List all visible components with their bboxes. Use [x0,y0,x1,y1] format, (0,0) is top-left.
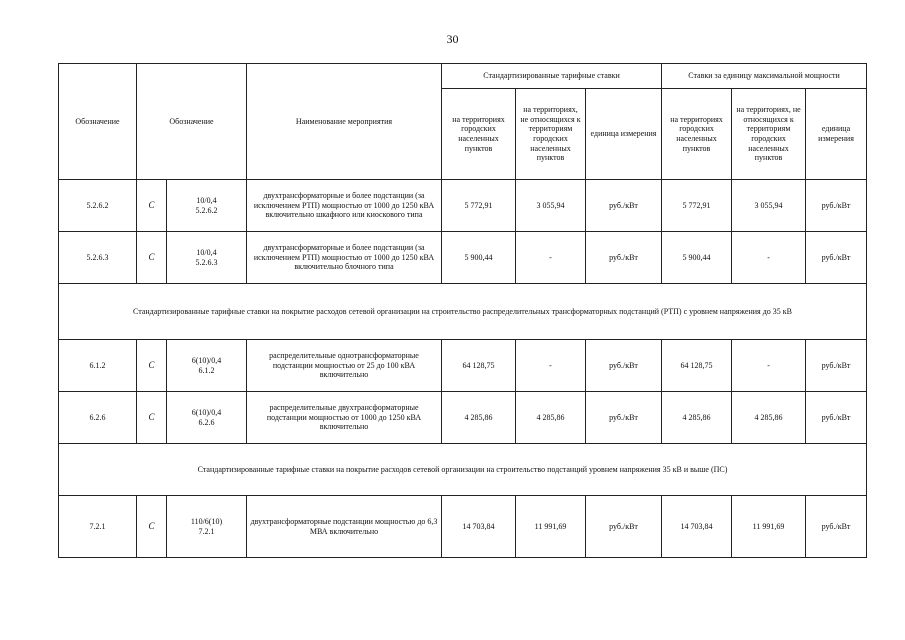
row-symbol: С [137,232,167,284]
header-group-standard-rates: Стандартизированные тарифные ставки [442,64,662,89]
row-value-nonurban: 3 055,94 [516,180,586,232]
row-id: 5.2.6.2 [59,180,137,232]
row-id: 7.2.1 [59,496,137,558]
row-code [167,392,247,444]
page-number: 30 [446,32,459,46]
row-code-voltage: 6(10)/0,4 [191,355,222,365]
header-activity-name: Наименование мероприятия [247,64,442,180]
row-power-nonurban: 11 991,69 [732,496,806,558]
table-row [59,496,867,558]
row-unit: руб./кВт [586,340,662,392]
row-power-urban: 4 285,86 [662,392,732,444]
tariff-table [58,63,867,558]
row-code-number: 5.2.6.3 [195,257,218,267]
row-unit: руб./кВт [586,180,662,232]
row-code-voltage: 10/0,4 [196,247,217,257]
row-value-urban: 5 900,44 [442,232,516,284]
section-row [59,444,867,496]
section-title-ps: Стандартизированные тарифные ставки на покрытие расходов сетевой организации на строительство подстанций уровнем напряжения 35 кВ и выше (ПС) [59,444,867,496]
row-power-nonurban: 4 285,86 [732,392,806,444]
row-code-number: 5.2.6.2 [195,205,218,215]
row-power-unit: руб./кВт [806,496,867,558]
row-power-unit: руб./кВт [806,180,867,232]
table-row [59,232,867,284]
row-name: двухтрансформаторные и более подстанции (за исключением РТП) мощностью от 1000 до 1250 кВА включительно шкафного или киоскового типа [247,180,442,232]
row-id: 6.2.6 [59,392,137,444]
row-id: 5.2.6.3 [59,232,137,284]
table-row [59,392,867,444]
header-urban: на территориях городских населенных пунктов [442,89,516,180]
header-group-max-power-rates: Ставки за единицу максимальной мощности [662,64,867,89]
row-symbol: С [137,340,167,392]
row-value-urban: 4 285,86 [442,392,516,444]
section-row [59,284,867,340]
row-code-number: 6.2.6 [198,417,215,427]
row-symbol: С [137,496,167,558]
row-power-nonurban: 3 055,94 [732,180,806,232]
row-unit: руб./кВт [586,392,662,444]
section-title-rtp: Стандартизированные тарифные ставки на покрытие расходов сетевой организации на строительство распределительных трансформаторных подстанций (РТП) с уровнем напряжения до 35 кВ [59,284,867,340]
row-value-nonurban: 11 991,69 [516,496,586,558]
row-name: двухтрансформаторные подстанции мощностью до 6,3 МВА включительно [247,496,442,558]
row-value-nonurban: 4 285,86 [516,392,586,444]
row-code-number: 6.1.2 [198,365,215,375]
header-designation-2: Обозначение [137,64,247,180]
header-unit: единица измерения [586,89,662,180]
row-value-urban: 14 703,84 [442,496,516,558]
header-nonurban: на территориях, не относящихся к территориям городских населенных пунктов [516,89,586,180]
row-code [167,496,247,558]
row-unit: руб./кВт [586,496,662,558]
row-code-voltage: 10/0,4 [196,195,217,205]
table-row [59,180,867,232]
row-name: распределительные однотрансформаторные подстанции мощностью от 25 до 100 кВА включительно [247,340,442,392]
row-value-urban: 5 772,91 [442,180,516,232]
row-code [167,180,247,232]
row-power-unit: руб./кВт [806,232,867,284]
row-name: распределительные двухтрансформаторные подстанции мощностью от 1000 до 1250 кВА включительно [247,392,442,444]
row-code [167,232,247,284]
table-row [59,340,867,392]
row-power-nonurban: - [732,340,806,392]
row-power-urban: 14 703,84 [662,496,732,558]
row-power-urban: 5 900,44 [662,232,732,284]
row-symbol: С [137,180,167,232]
row-power-unit: руб./кВт [806,340,867,392]
row-symbol: С [137,392,167,444]
header-unit-2: единица измерения [806,89,867,180]
row-value-nonurban: - [516,340,586,392]
header-nonurban-2: на территориях, не относящихся к территориям городских населенных пунктов [732,89,806,180]
row-code [167,340,247,392]
row-value-nonurban: - [516,232,586,284]
row-power-urban: 5 772,91 [662,180,732,232]
header-row-top [59,64,867,89]
row-power-unit: руб./кВт [806,392,867,444]
row-code-number: 7.2.1 [198,526,215,536]
row-name: двухтрансформаторные и более подстанции (за исключением РТП) мощностью от 1000 до 1250 кВА включительно блочного типа [247,232,442,284]
row-power-urban: 64 128,75 [662,340,732,392]
row-code-voltage: 110/6(10) [190,516,223,526]
header-urban-2: на территориях городских населенных пунктов [662,89,732,180]
row-power-nonurban: - [732,232,806,284]
row-id: 6.1.2 [59,340,137,392]
row-code-voltage: 6(10)/0,4 [191,407,222,417]
row-unit: руб./кВт [586,232,662,284]
header-designation-1: Обозначение [59,64,137,180]
row-value-urban: 64 128,75 [442,340,516,392]
